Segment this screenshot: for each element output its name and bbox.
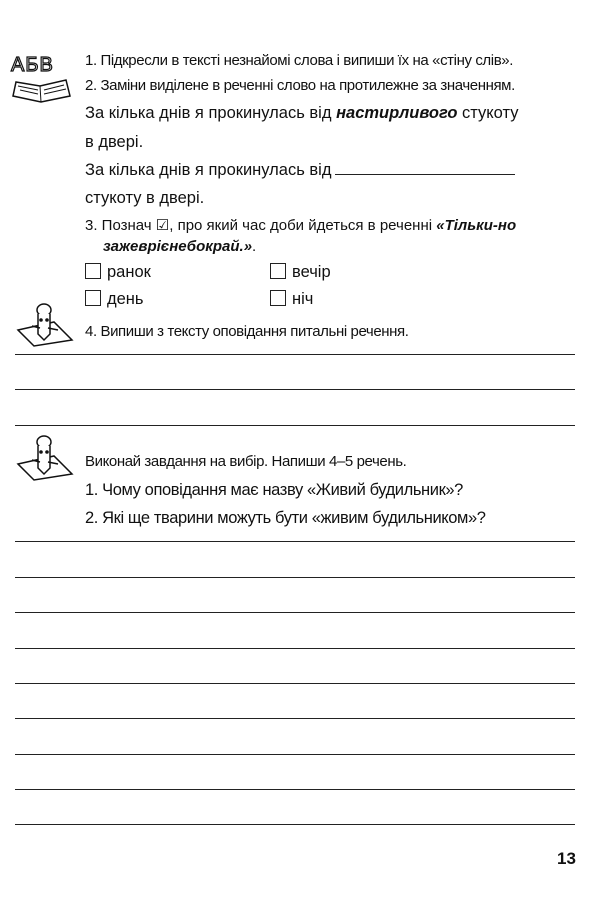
answer-line[interactable] bbox=[15, 824, 575, 825]
task-3-quote: «Тільки-но bbox=[436, 217, 517, 234]
task-1: 1. Підкресли в тексті незнайомі слова і випиши їх на «стіну слів». bbox=[85, 52, 513, 69]
page-number: 13 bbox=[557, 849, 576, 868]
option-label: ніч bbox=[292, 290, 314, 308]
task-3-end: . bbox=[252, 238, 257, 255]
task-3 bbox=[85, 216, 516, 234]
choice-question-1: 1. Чому оповідання має назву «Живий будильник»? bbox=[85, 481, 463, 499]
answer-line[interactable] bbox=[15, 425, 575, 426]
checkbox[interactable] bbox=[85, 290, 101, 306]
task-4: 4. Випиши з тексту оповідання питальні речення. bbox=[85, 323, 409, 340]
answer-line[interactable] bbox=[15, 683, 575, 684]
option-night[interactable] bbox=[270, 290, 313, 309]
answer-line[interactable] bbox=[15, 541, 575, 542]
option-label: вечір bbox=[292, 263, 331, 281]
answer-line[interactable] bbox=[15, 789, 575, 790]
option-evening[interactable] bbox=[270, 263, 331, 282]
choice-question-2: 2. Які ще тварини можуть бути «живим будильником»? bbox=[85, 509, 486, 527]
answer-line[interactable] bbox=[15, 648, 575, 649]
checkbox[interactable] bbox=[85, 263, 101, 279]
task-3-quote-2: зажеврієнебокрай.» bbox=[103, 238, 253, 255]
sentence-text-end: стукоту bbox=[457, 104, 519, 122]
answer-blank[interactable] bbox=[335, 174, 515, 175]
pencil-character-icon bbox=[14, 300, 76, 348]
answer-line[interactable] bbox=[15, 354, 575, 355]
answer-line[interactable] bbox=[15, 612, 575, 613]
pencil-character-icon bbox=[14, 432, 76, 482]
option-label: ранок bbox=[107, 263, 151, 281]
sentence-line2: в двері. bbox=[85, 133, 144, 151]
answer-line[interactable] bbox=[15, 754, 575, 755]
option-morning[interactable] bbox=[85, 263, 151, 282]
choice-intro: Виконай завдання на вибір. Напиши 4–5 речень. bbox=[85, 453, 407, 470]
book-icon-letters: АБВ bbox=[11, 54, 54, 76]
blank-sentence-line2: стукоту в двері. bbox=[85, 189, 205, 207]
checkbox[interactable] bbox=[270, 263, 286, 279]
task-3-line2 bbox=[103, 238, 256, 255]
blank-sentence-text: За кілька днів я прокинулась від bbox=[85, 161, 332, 179]
blank-sentence bbox=[85, 161, 515, 180]
task-2: 2. Заміни виділене в реченні слово на протилежне за значенням. bbox=[85, 77, 515, 94]
task-3-text: 3. Познач bbox=[85, 217, 156, 234]
answer-line[interactable] bbox=[15, 389, 575, 390]
answer-line[interactable] bbox=[15, 718, 575, 719]
option-label: день bbox=[107, 290, 144, 308]
checkbox[interactable] bbox=[270, 290, 286, 306]
option-day[interactable] bbox=[85, 290, 144, 309]
sentence-text: За кілька днів я прокинулась від bbox=[85, 104, 337, 122]
highlighted-word: настирливого bbox=[336, 104, 458, 122]
sentence bbox=[85, 104, 519, 123]
task-3-text-2: , про який час доби йдеться в реченні bbox=[169, 217, 437, 234]
answer-line[interactable] bbox=[15, 577, 575, 578]
checkbox-symbol-icon: ☑ bbox=[155, 217, 170, 234]
